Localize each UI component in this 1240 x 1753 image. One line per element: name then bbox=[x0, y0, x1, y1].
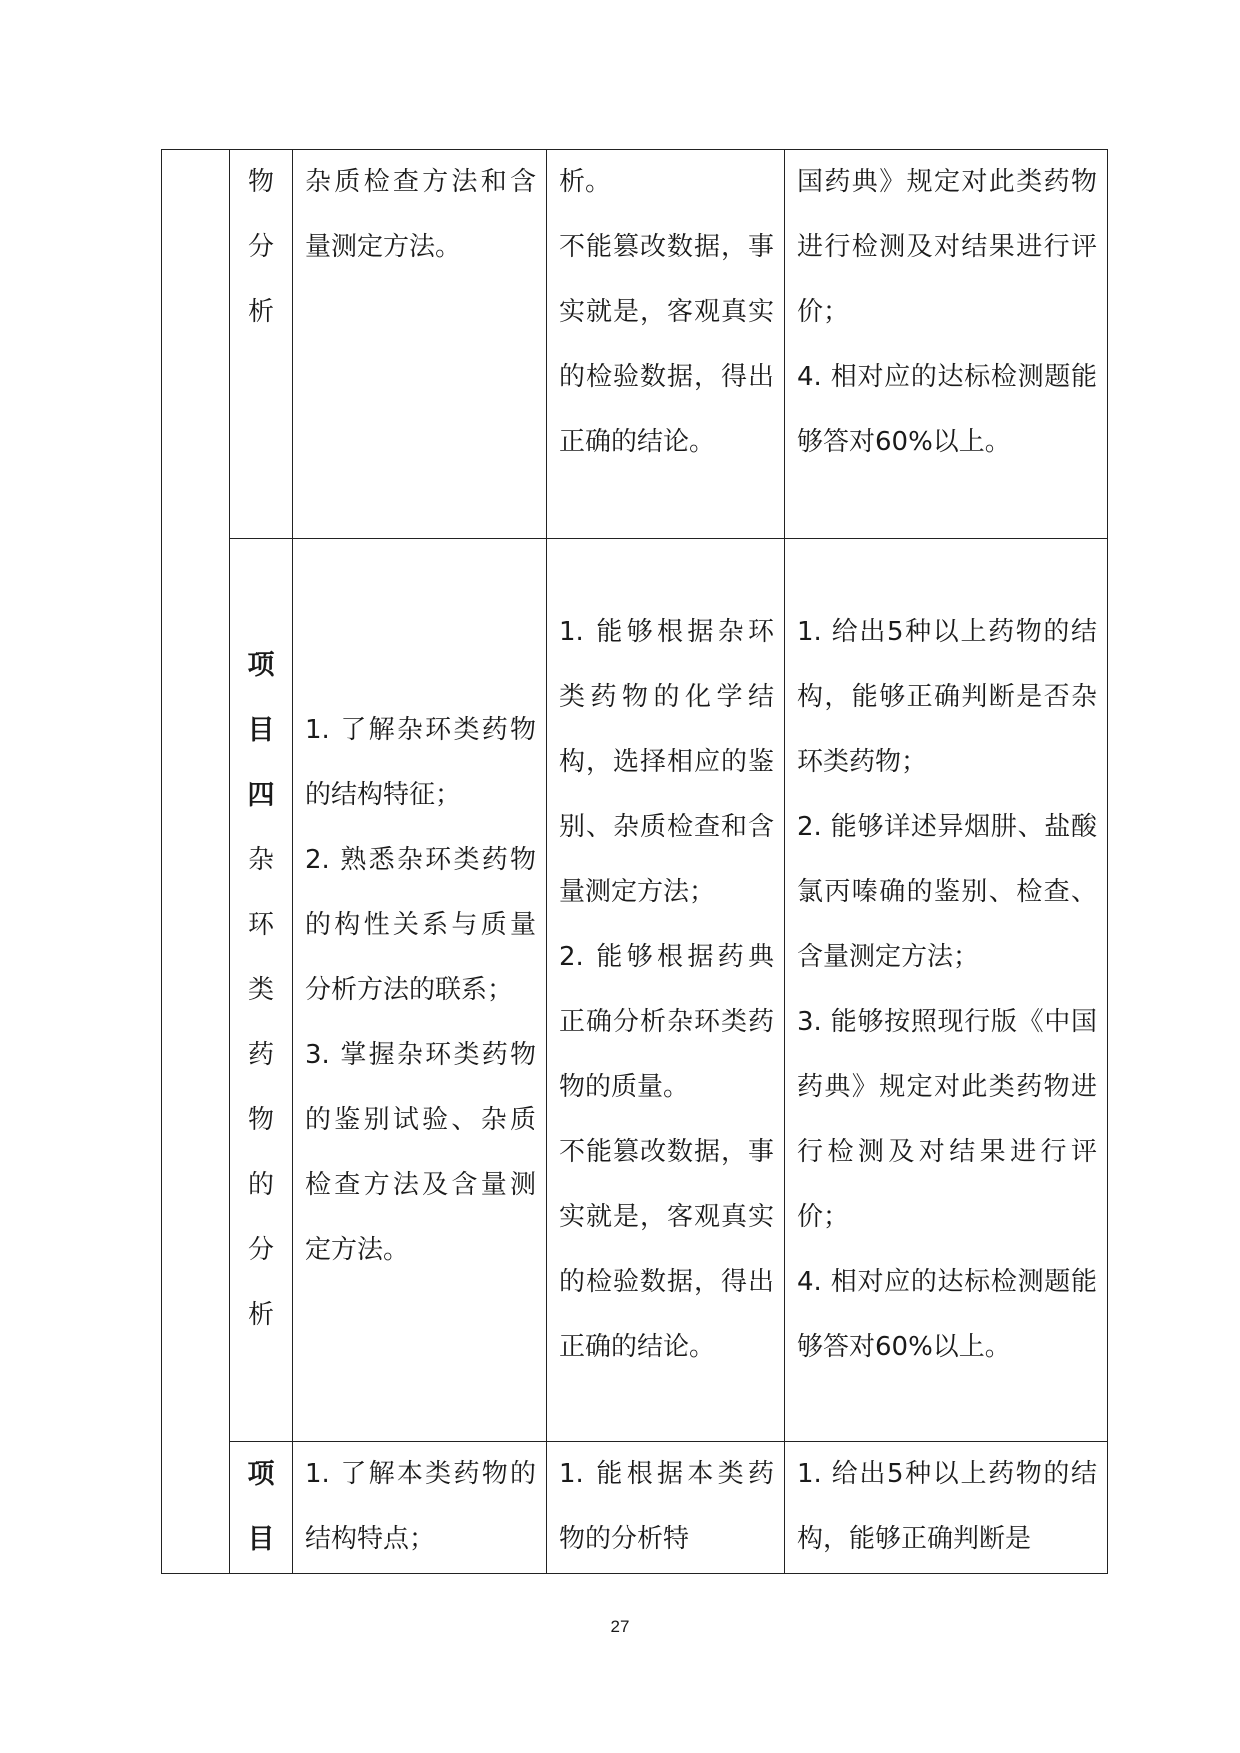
assessment-text bbox=[785, 600, 1107, 1380]
project-name-char: 物 bbox=[247, 167, 274, 197]
page-number: 27 bbox=[610, 1617, 630, 1636]
table-row bbox=[162, 150, 1108, 539]
project-name-char: 类 bbox=[247, 974, 274, 1005]
project-name-vertical bbox=[230, 150, 292, 345]
assessment-paragraph: 2. 能够详述异烟肼、盐酸氯丙嗪确的鉴别、检查、含量测定方法； bbox=[797, 812, 1097, 972]
table-row bbox=[162, 1442, 1108, 1574]
assessment-text bbox=[785, 150, 1107, 475]
project-name-vertical bbox=[230, 1442, 292, 1572]
knowledge-paragraph: 1. 了解本类药物的结构特点； bbox=[305, 1459, 536, 1554]
assessment-cell bbox=[785, 1442, 1108, 1574]
project-name-char: 分 bbox=[247, 232, 274, 262]
knowledge-cell bbox=[293, 539, 547, 1442]
knowledge-cell bbox=[293, 150, 547, 539]
skills-cell bbox=[547, 150, 785, 539]
project-name-char: 析 bbox=[247, 297, 274, 327]
assessment-paragraph: 4. 相对应的达标检测题能够答对60%以上。 bbox=[797, 362, 1097, 457]
assessment-text bbox=[785, 1442, 1107, 1572]
knowledge-paragraph: 2. 熟悉杂环类药物的构性关系与质量分析方法的联系； bbox=[305, 844, 536, 1005]
assessment-paragraph: 4. 相对应的达标检测题能够答对60%以上。 bbox=[797, 1267, 1097, 1362]
project-name-char: 四 bbox=[247, 779, 275, 811]
assessment-paragraph: 3. 能够按照现行版《中国药典》规定对此类药物进行检测及对结果进行评价； bbox=[797, 1007, 1097, 1232]
skills-text bbox=[547, 1442, 784, 1572]
project-name-char: 物 bbox=[247, 1104, 274, 1135]
assessment-paragraph: 国药典》规定对此类药物进行检测及对结果进行评价； bbox=[797, 167, 1097, 327]
project-name-char: 杂 bbox=[247, 844, 274, 875]
project-name-char: 项 bbox=[247, 649, 275, 681]
skills-cell bbox=[547, 539, 785, 1442]
table-row bbox=[162, 539, 1108, 1442]
skills-text bbox=[547, 600, 784, 1380]
project-name-char: 分 bbox=[247, 1234, 274, 1265]
skills-paragraph: 不能篡改数据，事实就是，客观真实的检验数据，得出正确的结论。 bbox=[559, 1137, 774, 1362]
project-name-char: 药 bbox=[247, 1039, 274, 1070]
skills-paragraph: 1. 能根据本类药物的分析特 bbox=[559, 1459, 774, 1554]
knowledge-text bbox=[293, 150, 546, 280]
project-name-vertical bbox=[230, 633, 292, 1348]
knowledge-text bbox=[293, 698, 546, 1283]
assessment-paragraph: 1. 给出5种以上药物的结构，能够正确判断是 bbox=[797, 1459, 1097, 1554]
knowledge-paragraph: 1. 了解杂环类药物的结构特征； bbox=[305, 714, 536, 810]
knowledge-paragraph: 杂质检查方法和含量测定方法。 bbox=[305, 167, 536, 262]
project-name-char: 析 bbox=[247, 1299, 274, 1330]
project-name-char: 目 bbox=[247, 1524, 275, 1555]
skills-cell bbox=[547, 1442, 785, 1574]
knowledge-cell bbox=[293, 1442, 547, 1574]
project-name-char: 目 bbox=[247, 714, 275, 746]
project-name-char: 环 bbox=[247, 909, 274, 940]
curriculum-table bbox=[161, 149, 1108, 1574]
knowledge-paragraph: 3. 掌握杂环类药物的鉴别试验、杂质检查方法及含量测定方法。 bbox=[305, 1039, 536, 1265]
project-name-cell bbox=[230, 539, 293, 1442]
project-name-char: 的 bbox=[247, 1169, 274, 1200]
skills-text bbox=[547, 150, 784, 475]
skills-paragraph: 1. 能够根据杂环类药物的化学结构，选择相应的鉴别、杂质检查和含量测定方法； bbox=[559, 617, 774, 907]
assessment-paragraph: 1. 给出5种以上药物的结构，能够正确判断是否杂环类药物； bbox=[797, 617, 1097, 777]
assessment-cell bbox=[785, 150, 1108, 539]
skills-paragraph: 不能篡改数据，事实就是，客观真实的检验数据，得出正确的结论。 bbox=[559, 232, 774, 457]
knowledge-text bbox=[293, 1442, 546, 1572]
skills-paragraph: 析。 bbox=[559, 167, 612, 197]
assessment-cell bbox=[785, 539, 1108, 1442]
project-name-cell bbox=[230, 150, 293, 539]
skills-paragraph: 2. 能够根据药典正确分析杂环类药物的质量。 bbox=[559, 942, 774, 1102]
project-name-cell bbox=[230, 1442, 293, 1574]
project-name-char: 项 bbox=[247, 1459, 275, 1490]
blank-column-cell bbox=[162, 150, 230, 1574]
